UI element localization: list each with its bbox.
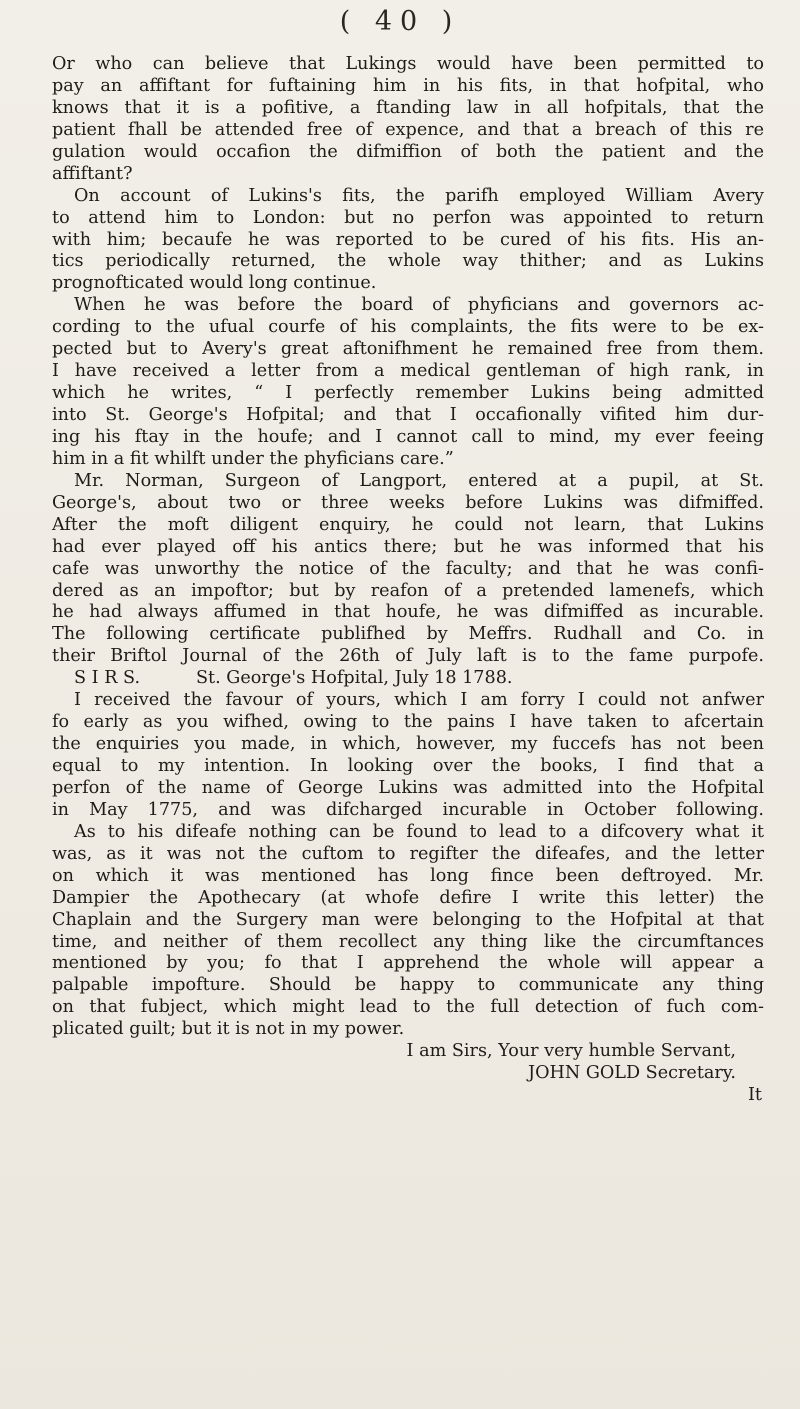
text-line: Mr. Norman, Surgeon of Langport, entered at a pupil, at St. [74, 470, 764, 491]
text-line: Dampier the Apothecary (at whofe defire I write this letter) the [52, 887, 764, 908]
text-line: was, as it was not the cuftom to regifter the difeafes, and the letter [52, 843, 764, 864]
text-line: I have received a letter from a medical gentleman of high rank, in [52, 361, 764, 382]
text-line: affiftant? [52, 163, 133, 184]
page-number: ( 40 ) [339, 6, 461, 37]
text-line: equal to my intention. In looking over the books, I find that a [52, 756, 764, 776]
text-line: George's, about two or three weeks before Lukins was difmiffed. [52, 492, 764, 513]
letter-heading: S I R S. St. George's Hofpital, July 18 1788. [74, 668, 513, 689]
text-line: dered as an impoftor; but by reafon of a pretended lamenefs, which [52, 580, 764, 601]
text-line: on that fubject, which might lead to the full detection of fuch com- [52, 997, 764, 1018]
text-line: he had always affumed in that houfe, he was difmiffed as incurable. [52, 602, 764, 623]
text-line: on which it was mentioned has long fince been deftroyed. Mr. [52, 865, 764, 886]
text-line: into St. George's Hofpital; and that I occafionally vifited him dur- [52, 405, 764, 425]
text-line: gulation would occafion the difmiffion of both the patient and the [52, 141, 764, 162]
text-line: plicated guilt; but it is not in my power. [52, 1019, 405, 1040]
text-line: Or who can believe that Lukings would have been permitted to [52, 54, 764, 74]
text-line: palpable impofture. Should be happy to communicate any thing [52, 975, 764, 996]
text-line: Chaplain and the Surgery man were belonging to the Hofpital at that [52, 909, 764, 930]
text-line: which he writes, “ I perfectly remember Lukins being admitted [52, 383, 764, 404]
text-line: with him; becaufe he was reported to be cured of his fits. His an- [52, 229, 764, 250]
text-line: knows that it is a pofitive, a ftanding law in all hofpitals, that the [52, 97, 764, 118]
text-line: the enquiries you made, in which, however, my fuccefs has not been [52, 734, 764, 755]
text-line: pay an affiftant for fuftaining him in his fits, in that hofpital, who [52, 75, 764, 96]
text-line: pected but to Avery's great aftonifhment he remained free from them. [52, 339, 764, 360]
text-line: The following certificate publifhed by Meffrs. Rudhall and Co. in [52, 624, 764, 645]
text-line: mentioned by you; fo that I apprehend the whole will appear a [52, 953, 764, 974]
text-line: had ever played off his antics there; but he was informed that his [52, 536, 764, 557]
text-line: him in a fit whilft under the phyficians care.” [52, 448, 454, 469]
text-line: their Briftol Journal of the 26th of July laft is to the fame purpofe. [52, 646, 764, 667]
text-line: perfon of the name of George Lukins was admitted into the Hofpital [52, 777, 764, 798]
letter-signature: JOHN GOLD Secretary. [528, 1063, 736, 1084]
text-line: As to his difeafe nothing can be found to lead to a difcovery what it [74, 821, 764, 842]
text-line: cafe was unworthy the notice of the faculty; and that he was confi- [52, 558, 764, 579]
text-line: fo early as you wifhed, owing to the pains I have taken to afcertain [52, 712, 764, 733]
text-line: prognofticated would long continue. [52, 273, 377, 294]
text-line: When he was before the board of phyficians and governors ac- [74, 295, 764, 316]
text-line: After the moft diligent enquiry, he could not learn, that Lukins [52, 514, 764, 535]
text-line: cording to the ufual courfe of his complaints, the fits were to be ex- [52, 317, 764, 338]
text-line: tics periodically returned, the whole way thither; and as Lukins [52, 251, 764, 272]
text-line: I received the favour of yours, which I am forry I could not anfwer [74, 690, 764, 711]
text-line: time, and neither of them recollect any thing like the circumftances [52, 931, 764, 952]
text-line: patient fhall be attended free of expence, and that a breach of this re [52, 119, 764, 140]
text-line: On account of Lukins's fits, the parifh employed William Avery [74, 185, 764, 206]
letter-closing: I am Sirs, Your very humble Servant, [406, 1041, 736, 1062]
body-text [52, 54, 764, 1107]
text-line: in May 1775, and was difcharged incurable in October following. [52, 799, 764, 820]
text-line: to attend him to London: but no perfon was appointed to return [52, 207, 764, 228]
catchword: It [747, 1085, 762, 1106]
text-line: ing his ftay in the houfe; and I cannot call to mind, my ever feeing [52, 426, 764, 447]
